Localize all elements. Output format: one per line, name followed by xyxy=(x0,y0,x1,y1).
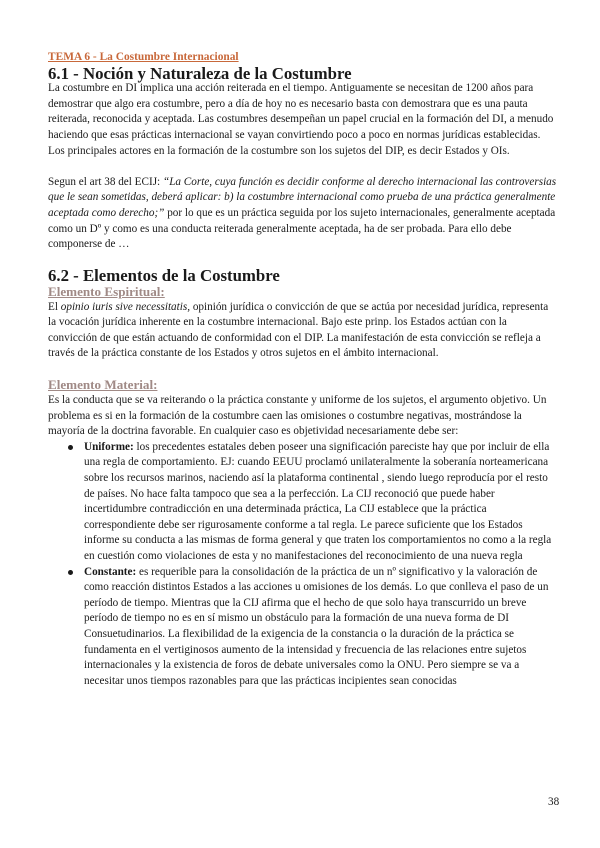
opinio-iuris-term: opinio iuris sive necessitatis, xyxy=(60,300,191,313)
bullet-icon xyxy=(68,570,73,575)
page-number: 38 xyxy=(548,796,560,808)
criterion-label: Constante: xyxy=(84,565,137,578)
bullet-icon xyxy=(68,445,73,450)
article-explanation: por lo que es un práctica seguida por los sujeto internacionales, generalmente aceptada como un Dº y como es una conducta reiterada generalmente aceptada, ha de ser probada. Para ello debe componerse de … xyxy=(48,206,556,251)
list-item-constante xyxy=(84,565,558,690)
section-1-paragraph-1: La costumbre en DI implica una acción reiterada en el tiempo. Antiguamente se necesitan de 1200 años para demostrar que algo era costumbre, pero a día de hoy no es necesario basta con demostrara que es una pauta reiterada, reconocida y aceptada. Las costumbres desempeñan un papel crucial en la formación del DI, a menudo haciendo que esas prácticas internacional se vayan convirtiendo poco a poco en normas jurídicas establecidas. Los principales actores en la formación de la costumbre son los sujetos del DIP, es decir Estados y OIs. xyxy=(48,82,554,157)
material-criteria-list xyxy=(48,440,558,690)
spacer xyxy=(48,159,558,175)
criterion-text: es requerible para la consolidación de la práctica de un nº significativo y la valoración de como reacción distintos Estados a las acciones u omisiones de los demás. Lo que conlleva el paso de un período de tiempo. Mientras que la CIJ afirma que el hecho de que solo haya transcurrido un breve período de tiempo no es en sí mismo un obstáculo para la formación de una nueva forma de DI Consuetudinarios. La flexibilidad de la exigencia de la constancia o la duración de la práctica se fundamenta en el vertiginosos aumento de la intensidad y frecuencia de las relaciones entre sujetos internacionales y la existencia de foros de debate universales como la ONU. Pero siempre se va a necesitar unos tiempos razonables para que las prácticas incipientes sean conocidas xyxy=(84,565,549,687)
section-1-paragraph-2 xyxy=(48,175,558,253)
article-reference: Segun el art 38 del ECIJ: xyxy=(48,175,163,188)
section-title-6-1: 6.1 - Noción y Naturaleza de la Costumbre xyxy=(48,63,352,83)
spiritual-element-heading: Elemento Espiritual: xyxy=(48,283,165,299)
list-item-uniforme xyxy=(84,440,558,565)
material-element-paragraph: Es la conducta que se va reiterando o la práctica constante y uniforme de los sujetos, el argumento objetivo. Un problema es si en la formación de la costumbre caen las omisiones o costumbre negativas, mostrándose la mayoría de la doctrina favorable. En cualquier caso es objetividad necesariamente debe ser: xyxy=(48,394,547,438)
criterion-text: los precedentes estatales deben poseer una significación pareciste hay que por incluir de ella una regla de comportamiento. EJ: cuando EEUU proclamó unilateralmente la soberanía norteamericana sobre los recursos marinos, naciendo así la plataforma continental , siendo luego reproducía por el resto de países. No hace falta tampoco que sea a la perfección. La CIJ reconoció que puede haber incertidumbre contradicción en una determinada práctica, La CIJ establece que la práctica correspondiente debe ser rigurosamente conforme a tal regla. Le parece suficiente que los Estados informe su conducta a las mismas de forma general y que traten los comportamientos no como a la regla en cuestión como violaciones de esta y no manifestaciones del reconocimiento de una nueva regla xyxy=(84,440,552,562)
criterion-label: Uniforme: xyxy=(84,440,134,453)
spiritual-prefix: El xyxy=(48,300,61,313)
spiritual-text: opinión jurídica o convicción de que se actúa por necesidad jurídica, representa la vocación jurídica inherente en la costumbre internacional. Bajo este prinp. los Estados actúan con la convicción de que están actuando de conformidad con el DIP. La manifestación de esta convicción se refleja a través de la práctica constante de los Estados y otros sujetos en el ámbito internacional. xyxy=(48,300,549,360)
page-content xyxy=(48,50,558,689)
material-element-heading: Elemento Material: xyxy=(48,377,158,393)
article-quote: “La Corte, cuya función es decidir conforme al derecho internacional las controversias que le sean sometidas, deberá aplicar: b) la costumbre internacional como prueba de una práctica generalmente aceptada como derecho;” xyxy=(48,175,557,219)
spiritual-element-paragraph xyxy=(48,300,558,362)
spacer xyxy=(48,362,558,378)
section-title-6-2: 6.2 - Elementos de la Costumbre xyxy=(48,266,280,286)
topic-title: TEMA 6 - La Costumbre Internacional xyxy=(48,51,239,63)
